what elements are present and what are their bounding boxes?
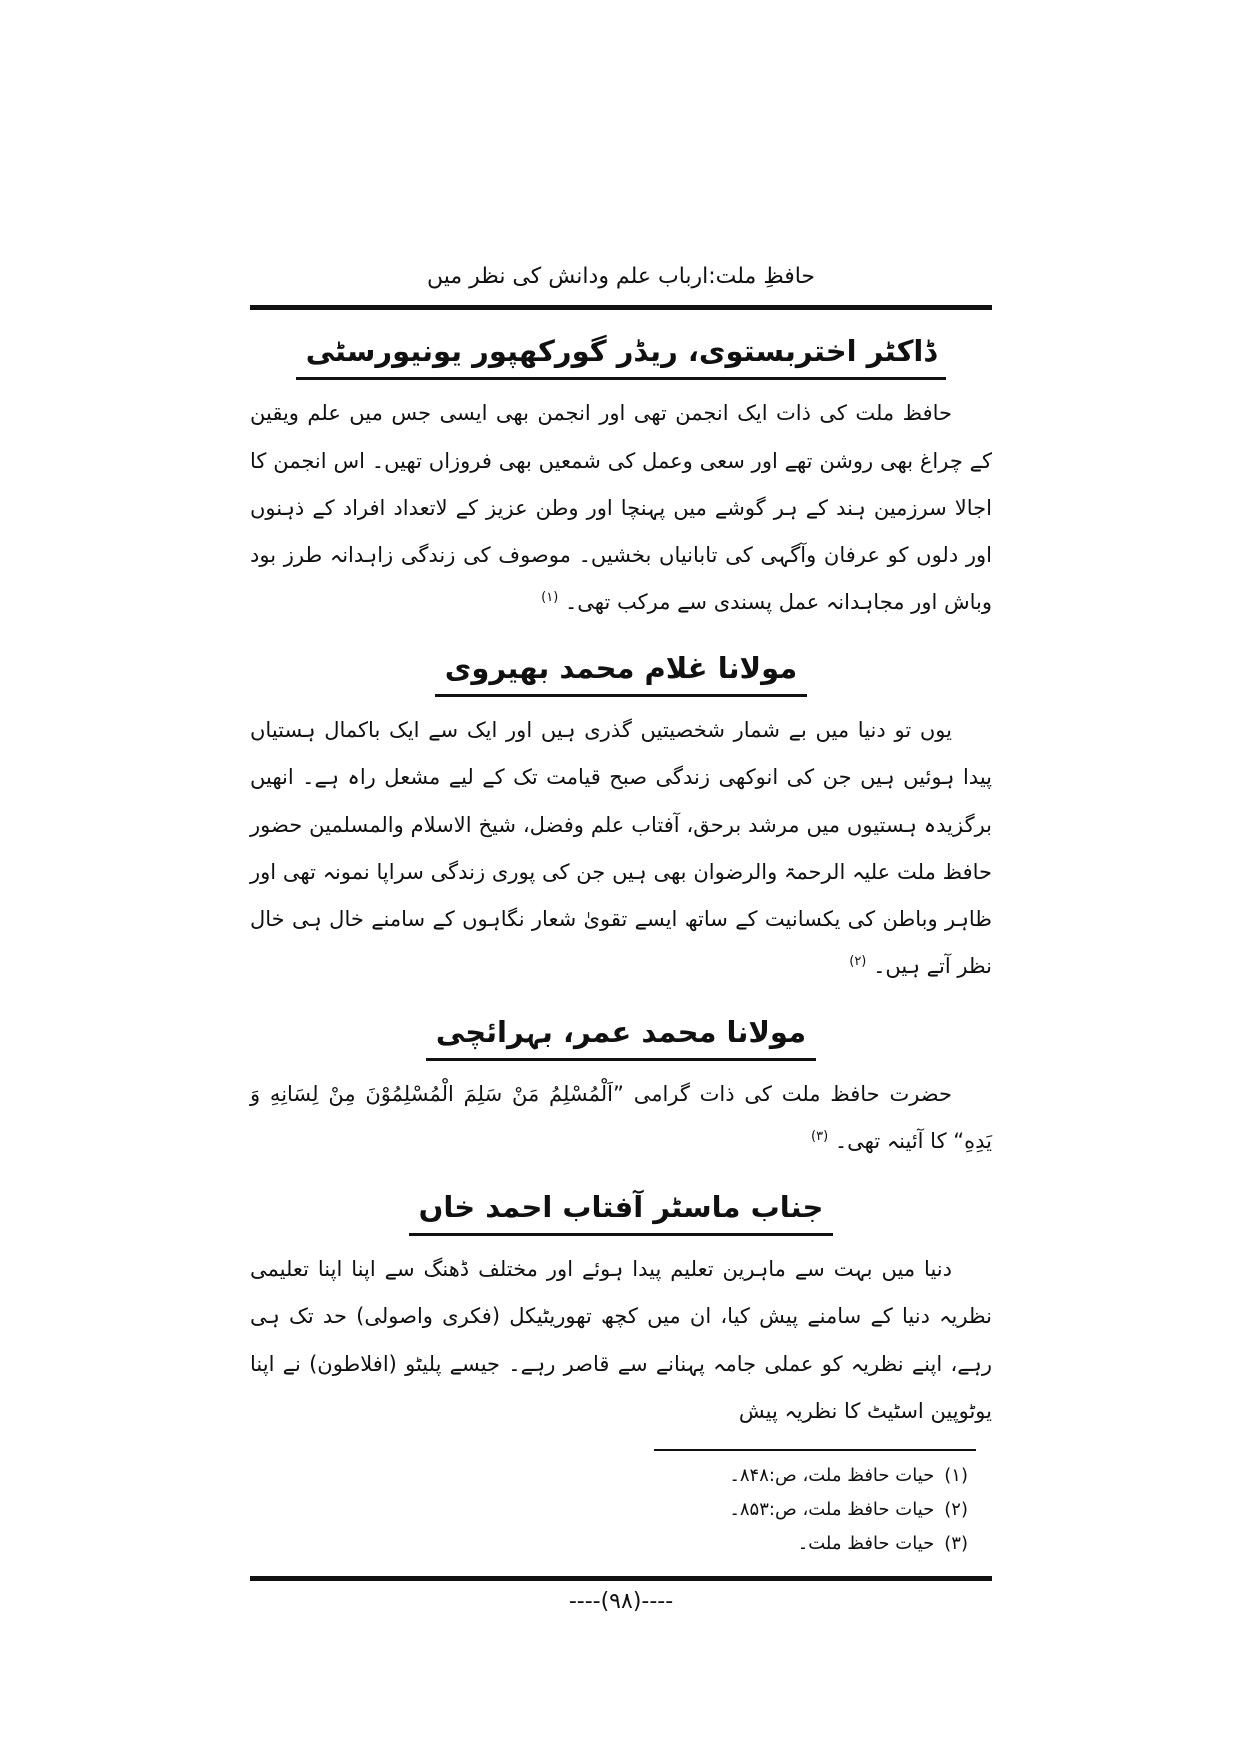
section-paragraph xyxy=(250,707,992,991)
section-heading xyxy=(250,647,992,698)
footnote-label: (۲) xyxy=(944,1499,968,1521)
section-heading-text: مولانا محمد عمر، بہرائچی xyxy=(426,1011,816,1062)
paragraph-text: دنیا میں بہت سے ماہرین تعلیم پیدا ہوئے اور مختلف ڈھنگ سے اپنا اپنا تعلیمی نظریہ دنیا کے سامنے پیش کیا، ان میں کچھ تھوریٹیکل (فکری واصولی) حد تک ہی رہے، اپنے نظریہ کو عملی جامہ پہنانے سے قاصر رہے۔ جیسے پلیٹو (افلاطون) نے اپنا یوٹوپین اسٹیٹ کا نظریہ پیش xyxy=(250,1257,992,1423)
footnotes-block xyxy=(250,1449,992,1562)
footnote-ref: (۳) xyxy=(811,1129,829,1145)
footnote-item xyxy=(250,1527,982,1561)
footnote-label: (۳) xyxy=(944,1533,968,1555)
paragraph-text: حضرت حافظ ملت کی ذات گرامی ”اَلْمُسْلِمُ مَنْ سَلِمَ الْمُسْلِمُوْنَ مِنْ لِسَانِهِ وَ یَدِهِ“ کا آئینہ تھی۔ xyxy=(250,1082,992,1154)
section-heading xyxy=(250,1011,992,1062)
section-maulana-ghulam-muhammad-bhairavi xyxy=(250,647,992,991)
section-paragraph xyxy=(250,1071,992,1166)
footnote-text: حیات حافظ ملت، ص:۸۴۸۔ xyxy=(729,1465,935,1487)
section-master-aftab-ahmad-khan xyxy=(250,1186,992,1436)
section-heading xyxy=(250,330,992,381)
section-dr-akhtar-bastavi xyxy=(250,330,992,627)
section-heading-text: مولانا غلام محمد بھیروی xyxy=(435,647,807,698)
section-paragraph xyxy=(250,390,992,626)
section-heading xyxy=(250,1186,992,1237)
page-number: ----(۹۸)---- xyxy=(568,1588,674,1614)
paragraph-text: حافظ ملت کی ذات ایک انجمن تھی اور انجمن بھی ایسی جس میں علم ویقین کے چراغ بھی روشن تھے اور سعی وعمل کی شمعیں بھی فروزاں تھیں۔ اس انجمن کا اجالا سرزمین ہند کے ہر گوشے میں پہنچا اور وطن عزیز کے لاتعداد افراد کے ذہنوں اور دلوں کو عرفان وآگہی کی تابانیاں بخشیں۔ موصوف کی زندگی زاہدانہ طرز بود وباش اور مجاہدانہ عمل پسندی سے مرکب تھی۔ xyxy=(250,401,992,615)
section-maulana-muhammad-umar-bahraichi xyxy=(250,1011,992,1166)
paragraph-text: یوں تو دنیا میں بے شمار شخصیتیں گذری ہیں اور ایک سے ایک باکمال ہستیاں پیدا ہوئیں ہیں جن کی انوکھی زندگی صبح قیامت تک کے لیے مشعل راہ ہے۔ انھیں برگزیدہ ہستیوں میں مرشد برحق، آفتاب علم وفضل، شیخ الاسلام والمسلمین حضور حافظ ملت علیہ الرحمۃ والرضوان بھی ہیں جن کی پوری زندگی سراپا نمونہ تھی اور ظاہر وباطن کی یکسانیت کے ساتھ ایسے تقویٰ شعار نگاہوں کے سامنے خال ہی خال نظر آتے ہیں۔ xyxy=(250,718,992,979)
footnote-label: (۱) xyxy=(944,1465,968,1487)
page-content xyxy=(250,262,992,1614)
section-heading-text: جناب ماسٹر آفتاب احمد خاں xyxy=(409,1186,834,1237)
section-paragraph xyxy=(250,1246,992,1435)
footer-double-rule xyxy=(250,1576,992,1581)
footnote-ref: (۱) xyxy=(541,590,559,606)
footnote-text: حیات حافظ ملت۔ xyxy=(797,1533,935,1555)
section-heading-text: ڈاکٹر اختربستوی، ریڈر گورکھپور یونیورسٹی xyxy=(296,330,947,381)
footnote-ref: (۲) xyxy=(849,954,867,970)
footnote-item xyxy=(250,1459,982,1493)
footnote-text: حیات حافظ ملت، ص:۸۵۳۔ xyxy=(729,1499,935,1521)
running-header: حافظِ ملت:ارباب علم ودانش کی نظر میں xyxy=(426,264,816,289)
header-double-rule xyxy=(250,305,992,310)
footnote-item xyxy=(250,1493,982,1527)
footnotes-separator-rule xyxy=(654,1449,976,1451)
